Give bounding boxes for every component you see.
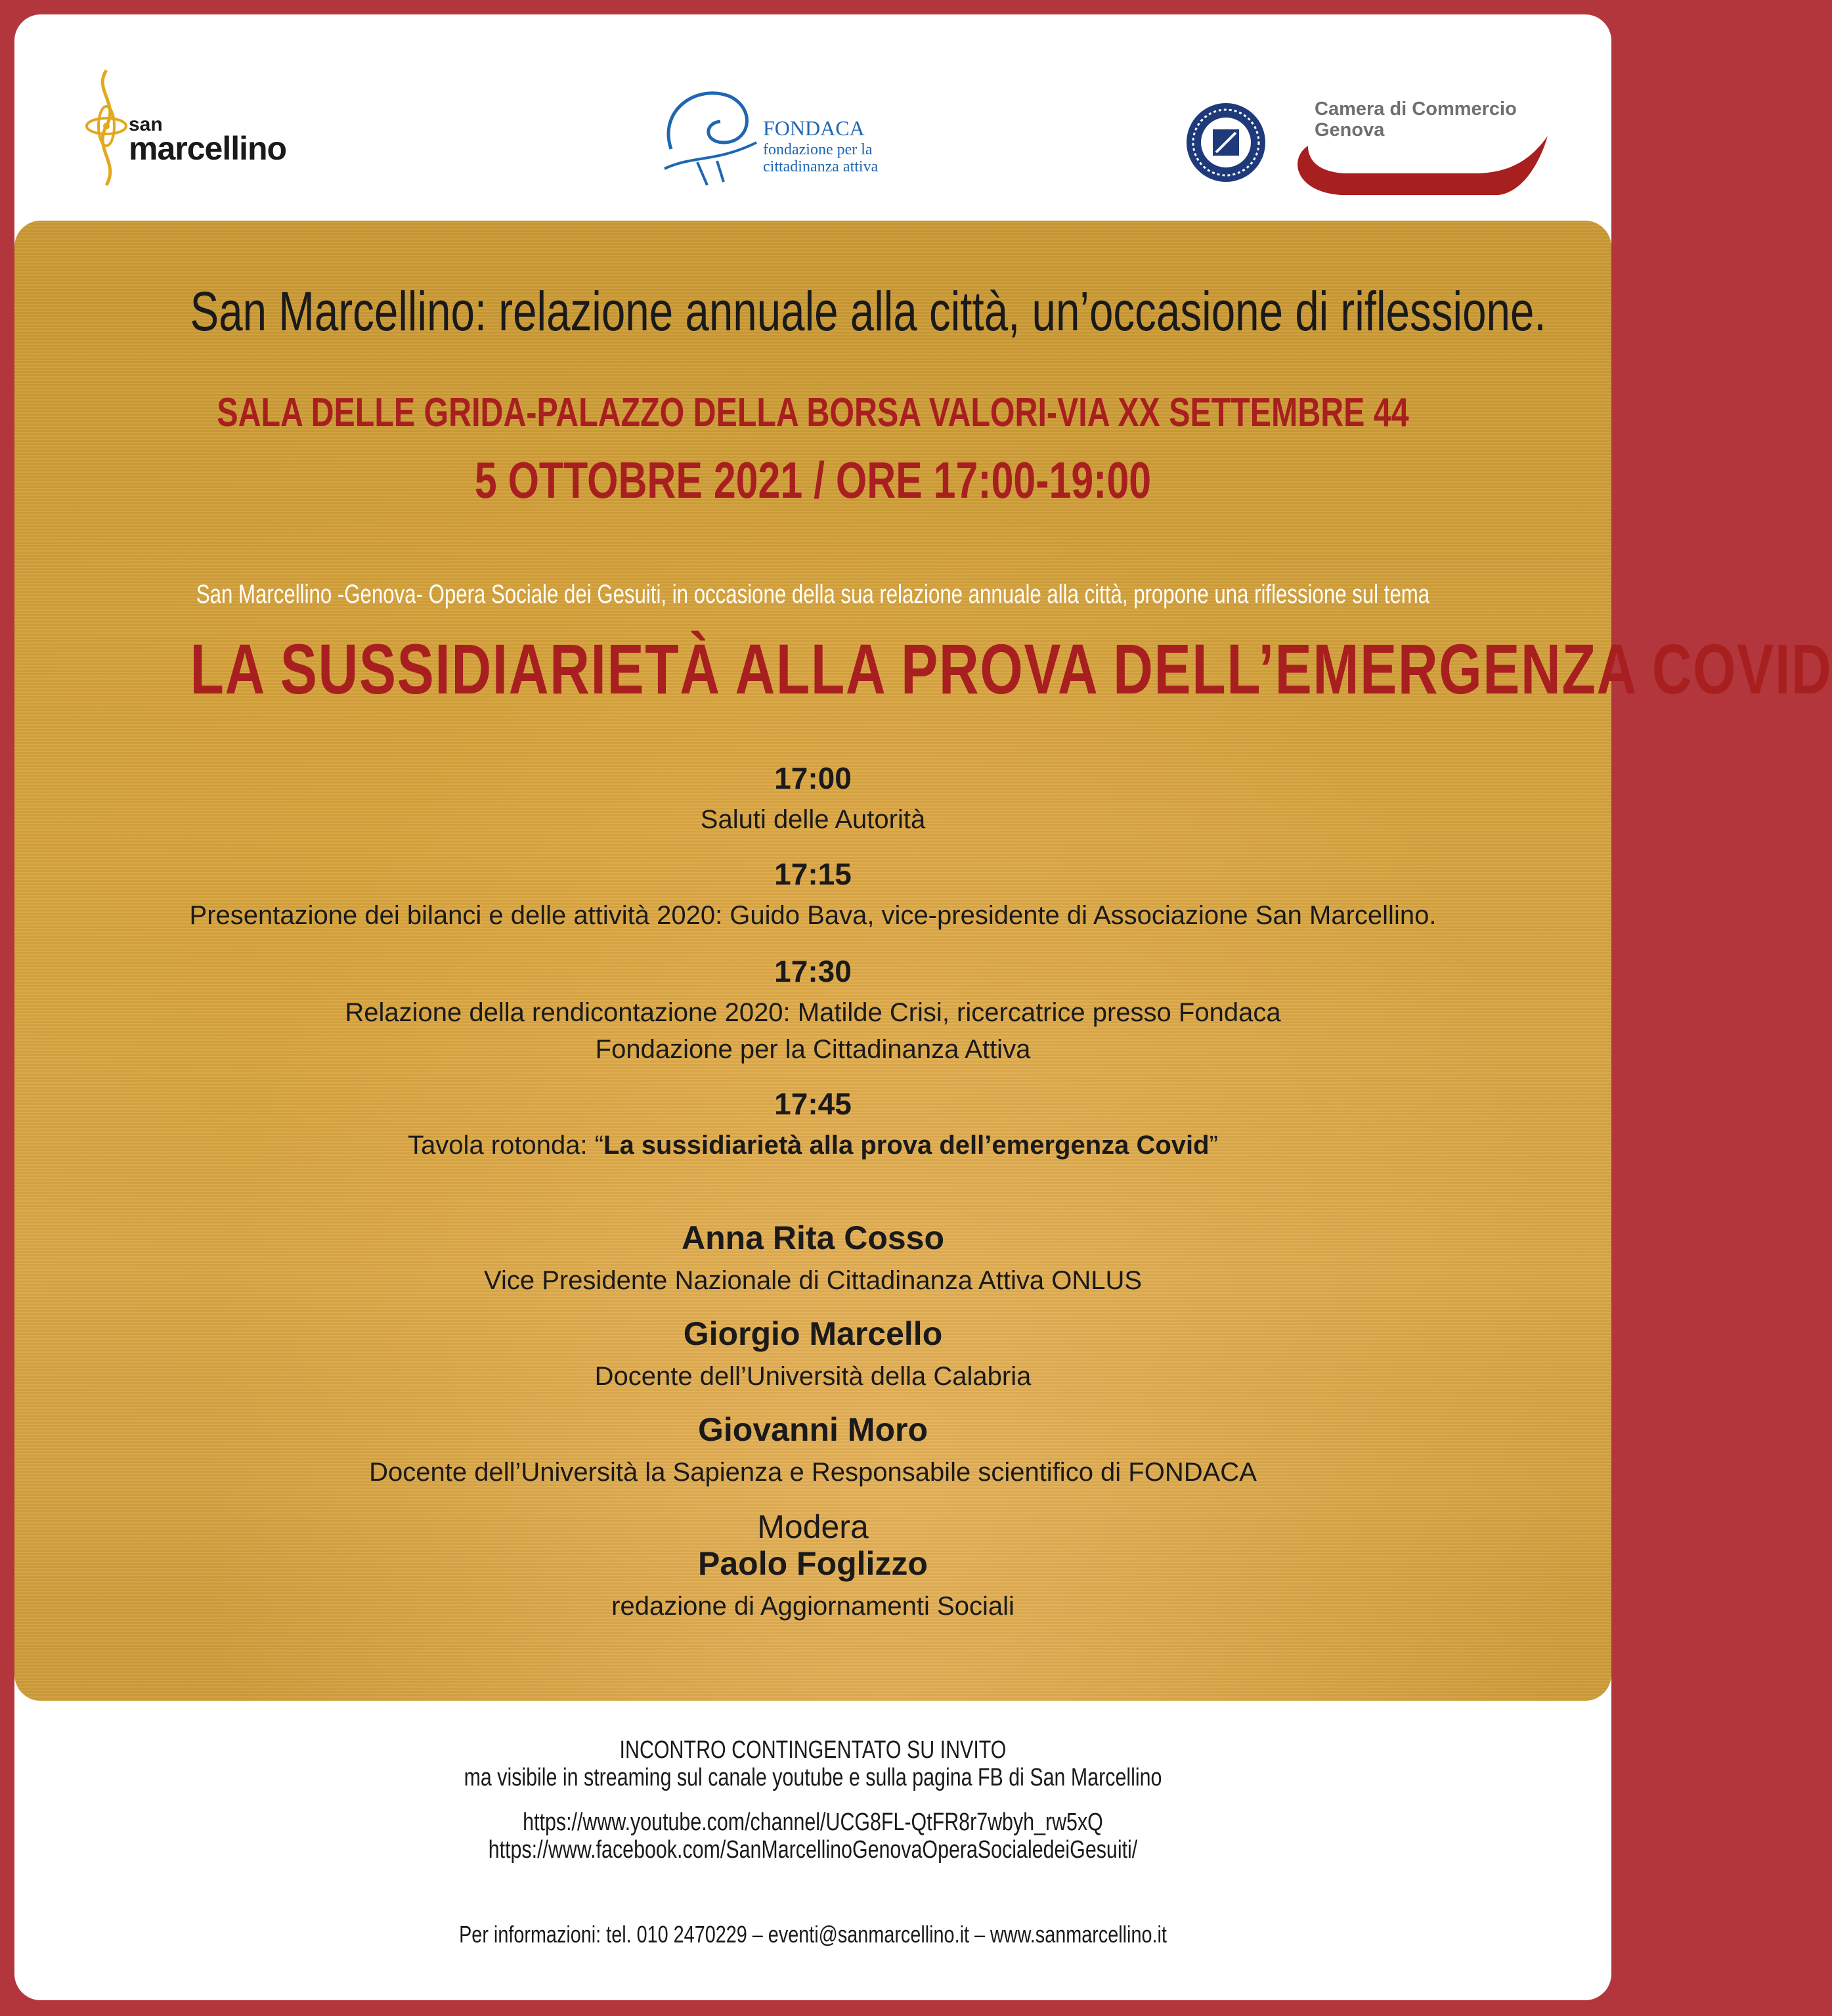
roundtable-prefix: Tavola rotonda: “ — [408, 1131, 604, 1160]
roundtable-suffix: ” — [1209, 1131, 1218, 1160]
youtube-link-text[interactable]: https://www.youtube.com/channel/UCG8FL-QtFR8r7wbyh_rw5xQ — [523, 1808, 1103, 1836]
speaker-role: Docente dell’Università della Calabria — [594, 1362, 1032, 1391]
poster-page — [14, 14, 1832, 2000]
program-time: 17:15 — [774, 857, 852, 891]
footer-info — [14, 1921, 1611, 1948]
headline-text: San Marcellino: relazione annuale alla città, un’occasione di riflessione. — [190, 280, 1546, 342]
logo-sm-small: san — [129, 114, 163, 135]
moderator-role: redazione di Aggiornamenti Sociali — [611, 1592, 1014, 1621]
intro-line: San Marcellino -Genova- Opera Sociale dei Gesuiti, in occasione della sua relazione annuale alla città, propone una riflessione sul tema — [196, 580, 1430, 609]
camera-seal-icon — [1183, 100, 1269, 185]
roundtable-title: La sussidiarietà alla prova dell’emergenza Covid — [603, 1131, 1210, 1160]
logo-fondaca — [658, 64, 934, 202]
program-desc: Saluti delle Autorità — [700, 805, 926, 834]
camera-name-line1: Camera di Commercio — [1315, 99, 1517, 120]
camera-swoosh-icon — [1282, 133, 1551, 211]
facebook-link[interactable] — [14, 1836, 1611, 1864]
venue — [14, 389, 1611, 436]
program-desc: Fondazione per la Cittadinanza Attiva — [595, 1035, 1031, 1064]
fondaca-subtitle: fondazione per la cittadinanza attiva — [763, 141, 879, 175]
datetime-text: 5 OTTOBRE 2021 / ORE 17:00-19:00 — [474, 451, 1152, 509]
intro-text — [14, 580, 1611, 609]
program-desc-roundtable — [14, 1131, 1611, 1160]
camera-name-line2: Genova — [1315, 120, 1385, 141]
footer-notice-text: INCONTRO CONTINGENTATO SU INVITO — [619, 1736, 1007, 1764]
facebook-link-text[interactable]: https://www.facebook.com/SanMarcellinoGenovaOperaSocialedeiGesuiti/ — [488, 1836, 1138, 1864]
footer-streaming-text: ma visibile in streaming sul canale youtube e sulla pagina FB di San Marcellino — [464, 1764, 1162, 1791]
theme-text: LA SUSSIDIARIETÀ ALLA PROVA DELL’EMERGENZA COVID — [190, 629, 1832, 709]
footer-info-text: Per informazioni: tel. 010 2470229 – eventi@sanmarcellino.it – www.sanmarcellino.it — [459, 1921, 1167, 1948]
speaker-role: Vice Presidente Nazionale di Cittadinanza Attiva ONLUS — [483, 1266, 1143, 1295]
speaker-name: Giovanni Moro — [698, 1411, 928, 1448]
venue-text: SALA DELLE GRIDA-PALAZZO DELLA BORSA VALORI-VIA XX SETTEMBRE 44 — [217, 390, 1409, 435]
event-datetime — [14, 450, 1611, 510]
speaker-name: Anna Rita Cosso — [681, 1219, 945, 1256]
fondaca-name: FONDACA — [763, 116, 865, 140]
speaker-name: Giorgio Marcello — [683, 1315, 943, 1352]
footer-notice — [14, 1736, 1611, 1764]
theme-title — [14, 628, 1832, 710]
program-time: 17:45 — [774, 1087, 852, 1121]
logo-sm-big: marcellino — [129, 130, 287, 167]
headline — [14, 280, 1611, 343]
logo-san-marcellino — [80, 64, 356, 188]
logo-camera-di-commercio — [1170, 80, 1564, 205]
event-panel — [14, 221, 1832, 1701]
speaker-role: Docente dell’Università la Sapienza e Responsabile scientifico di FONDACA — [369, 1458, 1257, 1487]
fondaca-swirl-icon — [658, 70, 770, 195]
program-time: 17:00 — [774, 761, 852, 795]
youtube-link[interactable] — [14, 1808, 1611, 1837]
program-desc: Relazione della rendicontazione 2020: Matilde Crisi, ricercatrice presso Fondaca — [345, 998, 1281, 1027]
moderator-name: Paolo Foglizzo — [698, 1545, 928, 1582]
san-marcellino-emblem-icon — [80, 64, 133, 188]
moderator-label: Modera — [757, 1508, 869, 1545]
program-desc: Presentazione dei bilanci e delle attività 2020: Guido Bava, vice-presidente di Associazione San Marcellino. — [189, 901, 1437, 930]
footer-streaming — [14, 1764, 1611, 1792]
program-time: 17:30 — [774, 954, 852, 988]
